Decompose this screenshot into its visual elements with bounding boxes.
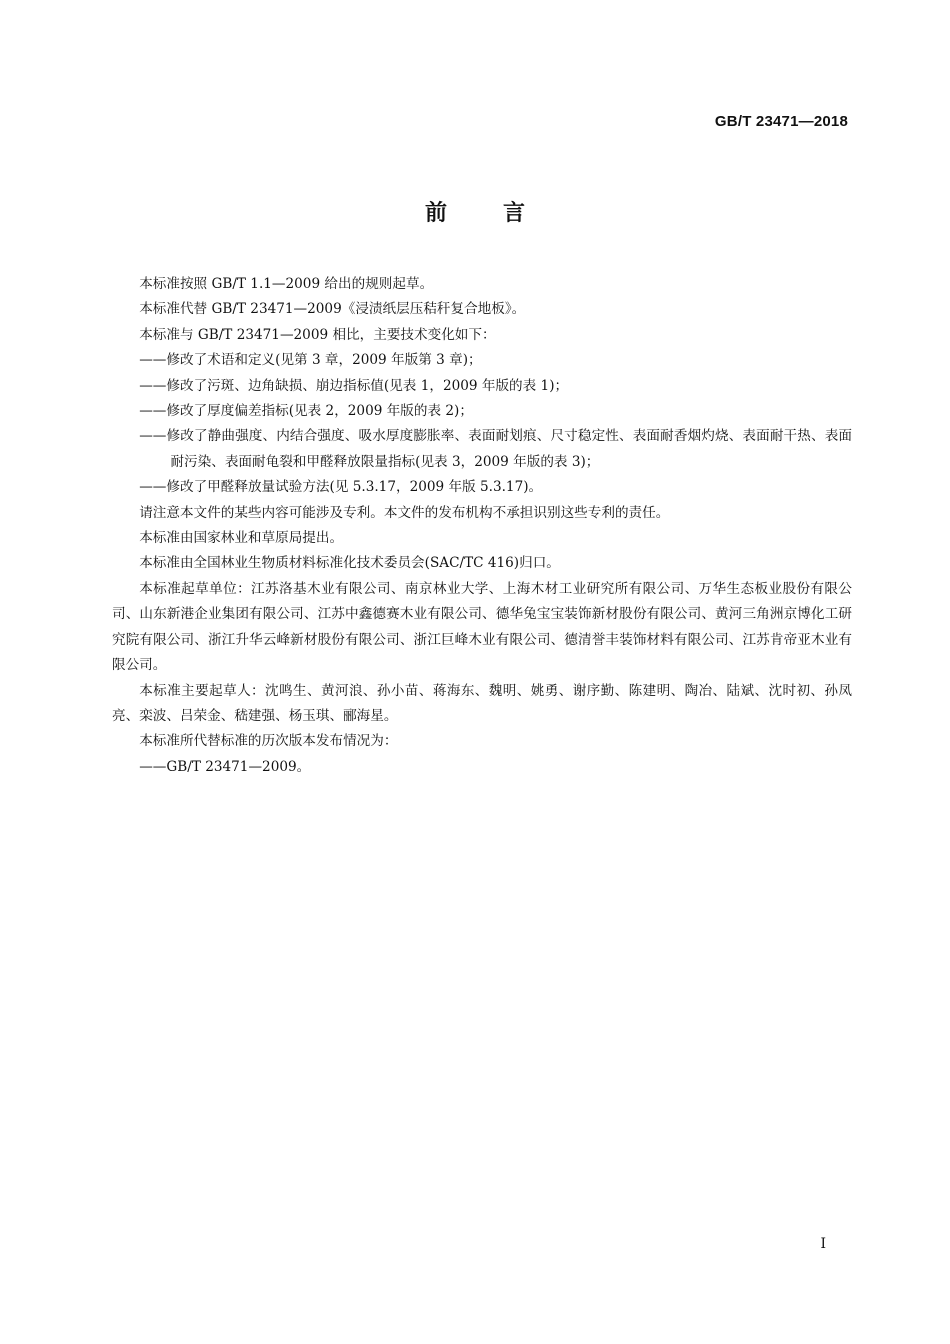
- document-body: [112, 272, 852, 780]
- paragraph-previous-versions-intro: 本标准所代替标准的历次版本发布情况为：: [139, 733, 398, 750]
- change-item: ——修改了厚度偏差指标(见表 2，2009 年版的表 2)；: [139, 403, 473, 420]
- paragraph-changes-intro: 本标准与 GB/T 23471—2009 相比，主要技术变化如下：: [139, 326, 496, 343]
- change-item: ——修改了静曲强度、内结合强度、吸水厚度膨胀率、表面耐划痕、尺寸稳定性、表面耐香烟灼烧、表面耐干热、表面耐污染、表面耐龟裂和甲醛释放限量指标(见表 3，2009 年版的表 3)；: [139, 428, 852, 470]
- page-title: 前言: [424, 201, 581, 226]
- paragraph-drafters: 本标准主要起草人：沈鸣生、黄河浪、孙小苗、蒋海东、魏明、姚勇、谢序勤、陈建明、陶冶、陆斌、沈时初、孙凤亮、栾波、吕荣金、嵇建强、杨玉琪、郦海星。: [112, 682, 852, 724]
- change-item: ——修改了术语和定义(见第 3 章，2009 年版第 3 章)；: [139, 352, 482, 369]
- paragraph-centralized-by: 本标准由全国林业生物质材料标准化技术委员会(SAC/TC 416)归口。: [139, 555, 560, 572]
- paragraph-proposed-by: 本标准由国家林业和草原局提出。: [139, 530, 344, 547]
- change-item: ——修改了污斑、边角缺损、崩边指标值(见表 1，2009 年版的表 1)；: [139, 377, 569, 394]
- paragraph-drafting-rules: 本标准按照 GB/T 1.1—2009 给出的规则起草。: [139, 276, 434, 292]
- change-item: ——修改了甲醛释放量试验方法(见 5.3.17，2009 年版 5.3.17)。: [139, 479, 543, 496]
- previous-version-item: ——GB/T 23471—2009。: [139, 758, 311, 775]
- paragraph-drafting-units: 本标准起草单位：江苏洛基木业有限公司、南京林业大学、上海木材工业研究所有限公司、万华生态板业股份有限公司、山东新港企业集团有限公司、江苏中鑫德赛木业有限公司、德华兔宝宝装饰新材股份有限公司、黄河三角洲京博化工研究院有限公司、浙江升华云峰新材股份有限公司、浙江巨峰木业有限公司、德清誉丰装饰材料有限公司、江苏肯帝亚木业有限公司。: [112, 580, 852, 674]
- page-number: I: [820, 1236, 826, 1252]
- standard-number: GB/T 23471—2018: [714, 113, 848, 130]
- paragraph-patent-notice: 请注意本文件的某些内容可能涉及专利。本文件的发布机构不承担识别这些专利的责任。: [139, 504, 670, 521]
- paragraph-replaces: 本标准代替 GB/T 23471—2009《浸渍纸层压秸秆复合地板》。: [139, 301, 526, 318]
